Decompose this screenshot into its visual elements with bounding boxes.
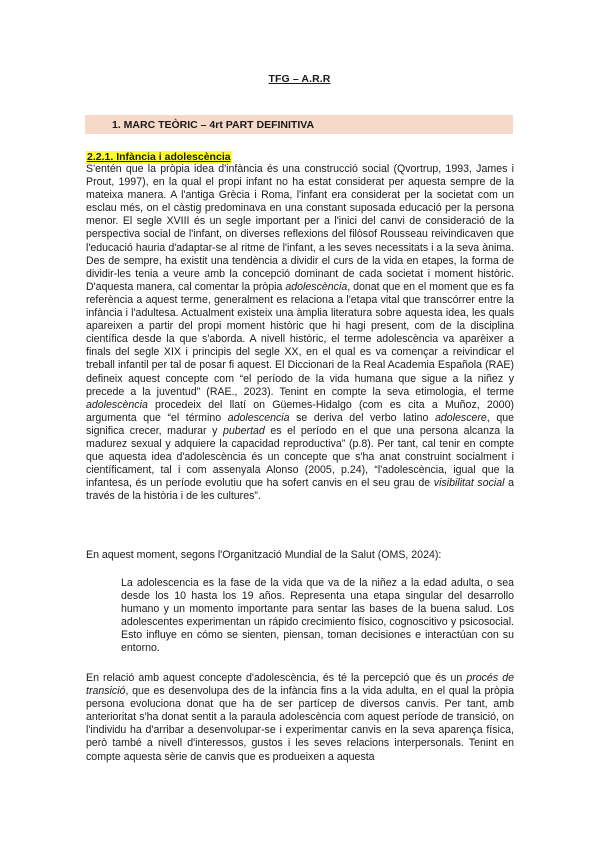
italic-term: visibilitat social [433,477,505,490]
paragraph-oms-intro: En aquest moment, segons l'Organització Mundial de la Salut (OMS, 2024): [86,549,442,561]
subsection-heading: 2.2.1. Infància i adolescència [87,151,231,163]
paragraph-proces-transicio [86,672,514,764]
paragraph-text: , donat que en el moment que es fa referència a aquest terme, generalment es relaciona a l'etapa vital que transcórrer entre la infància i l'adultesa. Actualment existeix una àmplia literatura sobre aquesta idea, les quals apareixen a partir del propi moment històric que hi hagi present, com de la disciplina científica desde la que s'aborda. A nivell històric, el terme adolescència va aparèixer a finals del segle XIX i principis del segle XX, en el qual es va començar a reivindicar el treball infantil per tal de posar fi aquest. El Diccionari de la Real Academia Española (RAE) defineix aquest concepte com “el período de la vida humana que sigue a la niñez y precede a la juventud” (RAE., 2023). Tenint en compte la seva etimologia, el terme [86,280,514,398]
paragraph-text: , que significa crecer, madurar y [86,411,515,437]
section-heading: 1. MARC TEÒRIC – 4rt PART DEFINITIVA [112,119,315,131]
italic-term: pubertad [222,424,265,437]
paragraph-text: procedeix del llatí on Güemes-Hidalgo (com es cita a Muñoz, 2000) argumenta que “el término [86,398,514,424]
italic-term: procés de transició [86,672,515,698]
italic-term: adolescencia [227,411,290,424]
section-heading-bar [85,115,513,134]
paragraph-text: a través de la història i de les cultures”. [86,477,515,503]
paragraph-text: En relació amb aquest concepte d'adolescència, és té la percepció que és un [86,672,467,684]
paragraph-infancia-adolescencia [86,163,514,503]
paragraph-text: S'entén que la pròpia idea d'infància és una construcció social (Qvortrup, 1993, James i Prout, 1997), en la qual el propi infant no ha estat considerat per aquesta sempre de la mateixa manera. A l'antiga Grècia i Roma, l'infant era considerat per la societat com un esclau més, on el càstig predominava en una constant suposada educació per la persona menor. El segle XVIII és un segle important per a l'inici del canvi de consideració de la perspectiva social de l'infant, on diverses reflexions del filòsof Rousseau reivindicaven que l'educació hauria d'adaptar-se al ritme de l'infant, a les seves necessitats i a la seva ànima. Des de sempre, ha existit una tendència a dividir el curs de la vida en etapes, la forma de dividir-les tenia a veure amb la concepció dominant de cada societat i moment històric. D'aquesta manera, cal comentar la pròpia [86,163,514,293]
document-title: TFG – A.R.R [268,73,331,85]
italic-term: adolescència [86,398,148,411]
paragraph-text: se deriva del verbo latino [289,411,435,424]
italic-term: adolescere [434,411,487,424]
paragraph-text: , que es desenvolupa des de la infància fins a la vida adulta, en el qual la pròpia persona evoluciona donat que ha de ser partícep de diversos canvis. Per tant, amb anterioritat s'ha donat sentit a la paraula adolescència com aquest període de transició, on l'individu ha d'arribar a desenvolupar-se i experimentar canvis en la seva aparença física, però també a nivell d'interessos, gustos i les seves relacions interpersonals. Tenint en compte aquesta sèrie de canvis que es produeixen a aquesta [86,685,514,763]
block-quote-oms: La adolescencia es la fase de la vida que va de la niñez a la edad adulta, o sea desde los 10 hasta los 19 años. Representa una etapa singular del desarrollo humano y un momento importante para sentar las bases de la buena salud. Los adolescentes experimentan un rápido crecimiento físico, cognoscitivo y psicosocial. Esto influye en cómo se sienten, piensan, toman decisiones e interactúan con su entorno. [121,577,514,655]
italic-term: adolescència [285,280,348,293]
paragraph-text: es el período en el que una persona alcanza la madurez sexual y adquiere la capacidad reproductiva” (p.8). Per tant, cal tenir en compte que aquesta idea d'adolescència és un concepte que s'ha anat construint socialment i científicament, tal i com assenyala Alonso (2005, p.24), “l'adolescència, igual que la infantesa, és un període evolutiu que ha sofert canvis en el seu grau de [86,424,514,490]
